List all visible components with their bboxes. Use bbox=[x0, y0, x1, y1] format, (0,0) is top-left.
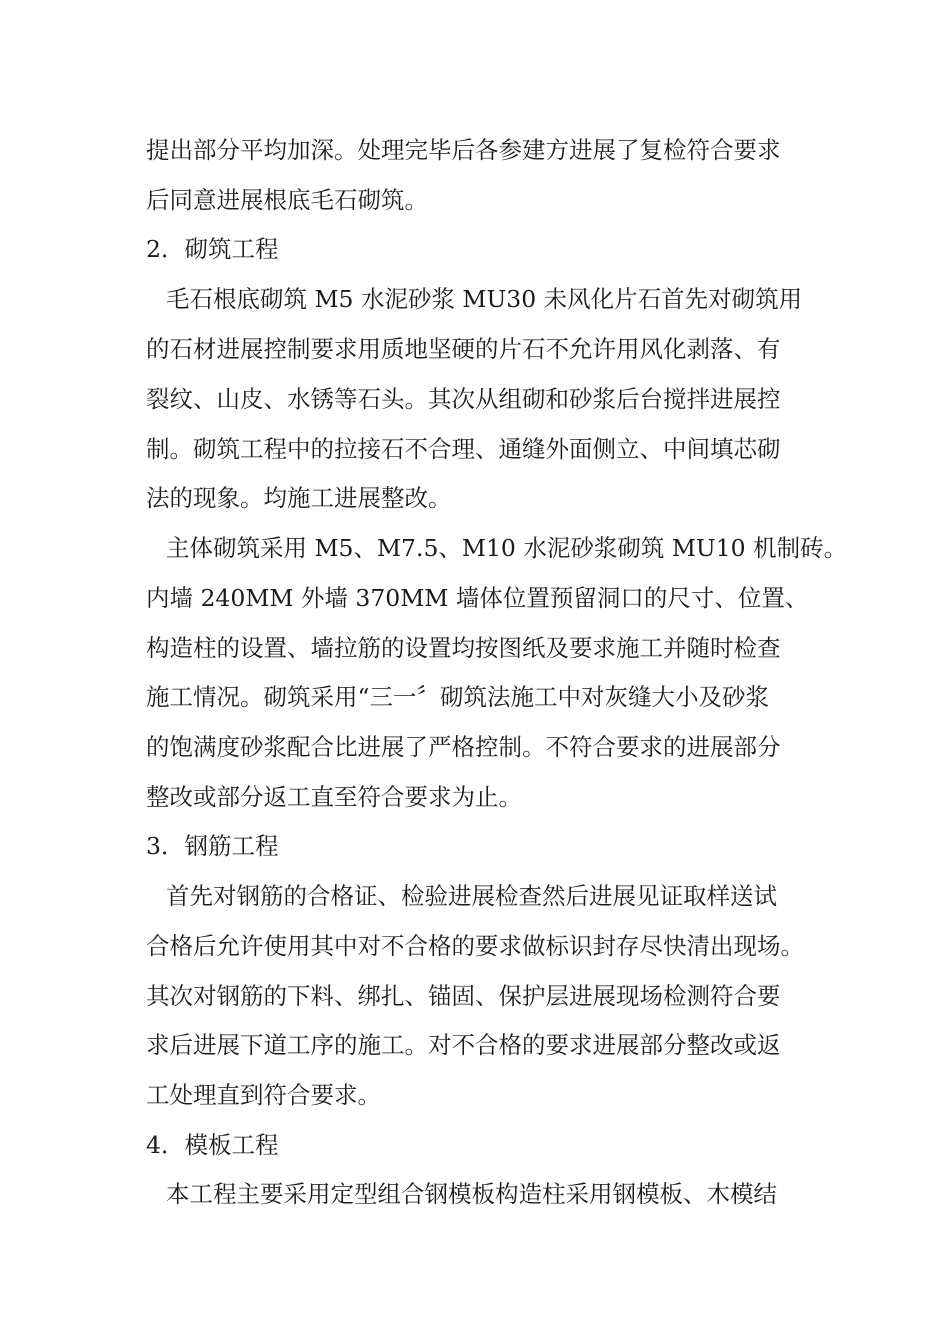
paragraph-line: 法的现象。均施工进展整改。 bbox=[146, 484, 452, 512]
section-heading: 4．模板工程 bbox=[146, 1131, 279, 1159]
paragraph-line: 的石材进展控制要求用质地坚硬的片石不允许用风化剥落、有 bbox=[146, 335, 781, 363]
paragraph-line: 施工情况。砌筑采用“三一〞砌筑法施工中对灰缝大小及砂浆 bbox=[146, 683, 770, 711]
paragraph-line: 后同意进展根底毛石砌筑。 bbox=[146, 186, 428, 214]
paragraph-line: 整改或部分返工直至符合要求为止。 bbox=[146, 783, 522, 811]
paragraph-line: 本工程主要采用定型组合钢模板构造柱采用钢模板、木模结 bbox=[166, 1180, 777, 1208]
paragraph-line: 首先对钢筋的合格证、检验进展检查然后进展见证取样送试 bbox=[166, 882, 777, 910]
paragraph-line: 毛石根底砌筑 M5 水泥砂浆 MU30 未风化片石首先对砌筑用 bbox=[166, 285, 803, 313]
paragraph-line: 提出部分平均加深。处理完毕后各参建方进展了复检符合要求 bbox=[146, 136, 781, 164]
paragraph-line: 构造柱的设置、墙拉筋的设置均按图纸及要求施工并随时检查 bbox=[146, 634, 781, 662]
paragraph-line: 主体砌筑采用 M5、M7.5、M10 水泥砂浆砌筑 MU10 机制砖。 bbox=[166, 534, 848, 562]
paragraph-line: 合格后允许使用其中对不合格的要求做标识封存尽快清出现场。 bbox=[146, 932, 804, 960]
paragraph-line: 内墙 240MM 外墙 370MM 墙体位置预留洞口的尺寸、位置、 bbox=[146, 584, 809, 612]
section-heading: 2．砌筑工程 bbox=[146, 235, 279, 263]
paragraph-line: 工处理直到符合要求。 bbox=[146, 1081, 381, 1109]
paragraph-line: 制。砌筑工程中的拉接石不合理、通缝外面侧立、中间填芯砌 bbox=[146, 435, 781, 463]
paragraph-line: 裂纹、山皮、水锈等石头。其次从组砌和砂浆后台搅拌进展控 bbox=[146, 385, 781, 413]
paragraph-line: 其次对钢筋的下料、绑扎、锚固、保护层进展现场检测符合要 bbox=[146, 982, 781, 1010]
paragraph-line: 求后进展下道工序的施工。对不合格的要求进展部分整改或返 bbox=[146, 1031, 781, 1059]
paragraph-line: 的饱满度砂浆配合比进展了严格控制。不符合要求的进展部分 bbox=[146, 733, 781, 761]
section-heading: 3．钢筋工程 bbox=[146, 832, 279, 860]
